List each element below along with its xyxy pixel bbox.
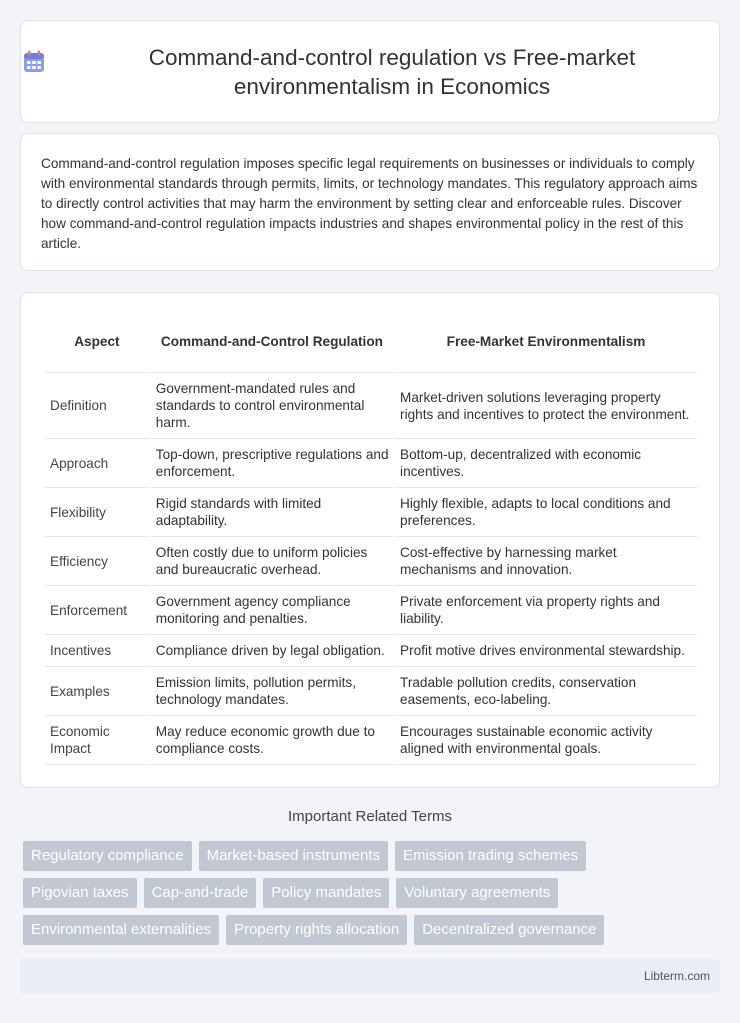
free-market-cell: Tradable pollution credits, conservation easements, eco-labeling. [395,667,697,716]
title-card [20,20,720,123]
tag-regulatory-compliance[interactable]: Regulatory compliance [23,841,192,871]
aspect-cell: Economic Impact [45,716,149,765]
intro-paragraph: Command-and-control regulation imposes specific legal requirements on businesses or individuals to comply with environmental standards through permits, limits, or technology mandates. This regulatory approach aims to directly control activities that may harm the environment by setting clear and enforceable rules. Discover how command-and-control regulation impacts industries and shapes environmental policy in the rest of this article. [41,156,698,251]
related-terms-heading: Important Related Terms [288,808,452,825]
comparison-table [43,311,699,765]
footer [20,959,720,993]
related-terms-list [23,841,723,952]
header-command-control: Command-and-Control Regulation [151,311,393,373]
header-free-market: Free-Market Environmentalism [395,311,697,373]
command-control-cell: Emission limits, pollution permits, technology mandates. [151,667,393,716]
tag-voluntary-agreements[interactable]: Voluntary agreements [396,878,558,908]
table-row [45,635,697,667]
free-market-cell: Cost-effective by harnessing market mechanisms and innovation. [395,537,697,586]
command-control-cell: Government-mandated rules and standards to control environmental harm. [151,373,393,439]
header-aspect: Aspect [45,311,149,373]
command-control-cell: Rigid standards with limited adaptability. [151,488,393,537]
free-market-cell: Market-driven solutions leveraging property rights and incentives to protect the environment. [395,373,697,439]
free-market-cell: Encourages sustainable economic activity aligned with environmental goals. [395,716,697,765]
tag-decentralized-governance[interactable]: Decentralized governance [414,915,604,945]
tag-market-based-instruments[interactable]: Market-based instruments [199,841,388,871]
command-control-cell: Often costly due to uniform policies and bureaucratic overhead. [151,537,393,586]
aspect-cell: Flexibility [45,488,149,537]
free-market-cell: Private enforcement via property rights and liability. [395,586,697,635]
table-row [45,716,697,765]
table-header-row [45,311,697,373]
tag-cap-and-trade[interactable]: Cap-and-trade [144,878,257,908]
intro-card [20,133,720,271]
table-row [45,586,697,635]
aspect-cell: Approach [45,439,149,488]
table-row [45,537,697,586]
table-row [45,373,697,439]
aspect-cell: Examples [45,667,149,716]
calendar-icon [21,49,47,75]
aspect-cell: Enforcement [45,586,149,635]
command-control-cell: Top-down, prescriptive regulations and enforcement. [151,439,393,488]
aspect-cell: Efficiency [45,537,149,586]
aspect-cell: Incentives [45,635,149,667]
free-market-cell: Bottom-up, decentralized with economic incentives. [395,439,697,488]
free-market-cell: Profit motive drives environmental stewardship. [395,635,697,667]
tag-environmental-externalities[interactable]: Environmental externalities [23,915,219,945]
comparison-card [20,292,720,788]
tag-row [23,878,723,908]
tag-row [23,915,723,945]
command-control-cell: Compliance driven by legal obligation. [151,635,393,667]
tag-property-rights-allocation[interactable]: Property rights allocation [226,915,407,945]
tag-pigovian-taxes[interactable]: Pigovian taxes [23,878,137,908]
table-row [45,488,697,537]
footer-site-link[interactable]: Libterm.com [643,969,710,983]
tag-policy-mandates[interactable]: Policy mandates [263,878,389,908]
command-control-cell: May reduce economic growth due to compliance costs. [151,716,393,765]
free-market-cell: Highly flexible, adapts to local conditions and preferences. [395,488,697,537]
table-row [45,439,697,488]
table-row [45,667,697,716]
page-title: Command-and-control regulation vs Free-market environmentalism in Economics [148,44,636,99]
tag-emission-trading-schemes[interactable]: Emission trading schemes [395,841,586,871]
tag-row [23,841,723,871]
aspect-cell: Definition [45,373,149,439]
command-control-cell: Government agency compliance monitoring and penalties. [151,586,393,635]
